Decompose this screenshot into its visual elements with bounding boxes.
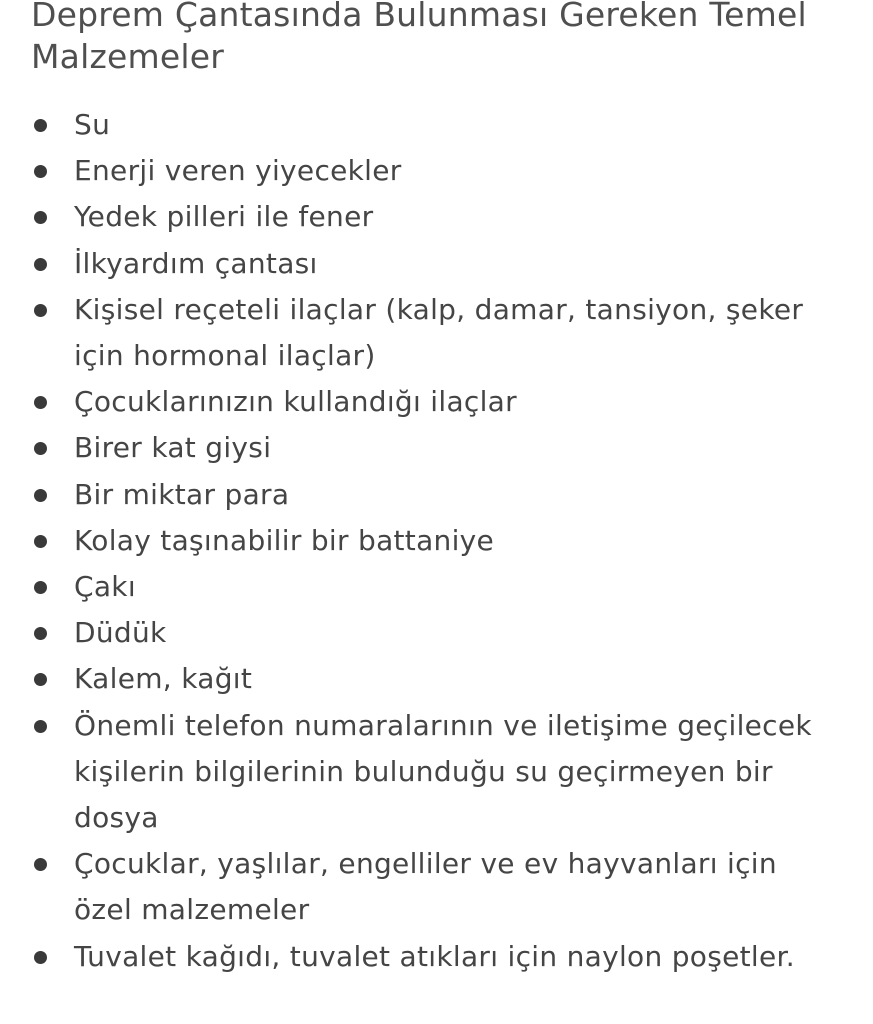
bullet-icon xyxy=(34,396,47,409)
list-item xyxy=(0,148,873,194)
list-item-text: Önemli telefon numaralarının ve iletişime geçilecek kişilerin bilgilerinin bulunduğu su geçirmeyen bir dosya xyxy=(74,708,812,835)
list-item-text: Enerji veren yiyecekler xyxy=(74,154,402,188)
supply-list xyxy=(0,102,873,980)
bullet-icon xyxy=(34,165,47,178)
bullet-icon xyxy=(34,489,47,502)
bullet-icon xyxy=(34,535,47,548)
bullet-icon xyxy=(34,258,47,271)
list-item xyxy=(0,241,873,287)
bullet-icon xyxy=(34,581,47,594)
list-item xyxy=(0,472,873,518)
list-item xyxy=(0,379,873,425)
list-item-text: Kolay taşınabilir bir battaniye xyxy=(74,523,495,557)
bullet-icon xyxy=(34,119,47,132)
list-item xyxy=(0,841,873,933)
list-item-text: Düdük xyxy=(74,616,167,650)
bullet-icon xyxy=(34,673,47,686)
list-item-text: Kişisel reçeteli ilaçlar (kalp, damar, tansiyon, şeker için hormonal ilaçlar) xyxy=(74,292,804,373)
list-item xyxy=(0,287,873,379)
list-item xyxy=(0,102,873,148)
bullet-icon xyxy=(34,720,47,733)
list-item-text: Çocuklarınızın kullandığı ilaçlar xyxy=(74,385,517,419)
list-item-text: Kalem, kağıt xyxy=(74,662,253,696)
list-item xyxy=(0,656,873,702)
list-item-text: Çocuklar, yaşlılar, engelliler ve ev hayvanları için özel malzemeler xyxy=(74,847,777,927)
list-item-text: Birer kat giysi xyxy=(74,431,272,465)
list-item-text: Yedek pilleri ile fener xyxy=(74,200,374,234)
bullet-icon xyxy=(34,627,47,640)
bullet-icon xyxy=(34,858,47,871)
bullet-icon xyxy=(34,442,47,455)
list-item-text: Bir miktar para xyxy=(74,477,290,511)
list-item-text: İlkyardım çantası xyxy=(74,246,318,280)
list-item xyxy=(0,564,873,610)
list-item-text: Tuvalet kağıdı, tuvalet atıkları için naylon poşetler. xyxy=(74,939,795,973)
bullet-icon xyxy=(34,951,47,964)
bullet-icon xyxy=(34,211,47,224)
list-item-text: Çakı xyxy=(74,570,136,604)
list-item xyxy=(0,425,873,471)
list-item xyxy=(0,610,873,656)
list-item-text: Su xyxy=(74,108,111,141)
bullet-icon xyxy=(34,304,47,317)
list-item xyxy=(0,194,873,240)
list-item xyxy=(0,518,873,564)
list-item xyxy=(0,934,873,980)
list-item xyxy=(0,703,873,842)
page-title: Deprem Çantasında Bulunması Gereken Temel Malzemeler xyxy=(31,0,807,76)
